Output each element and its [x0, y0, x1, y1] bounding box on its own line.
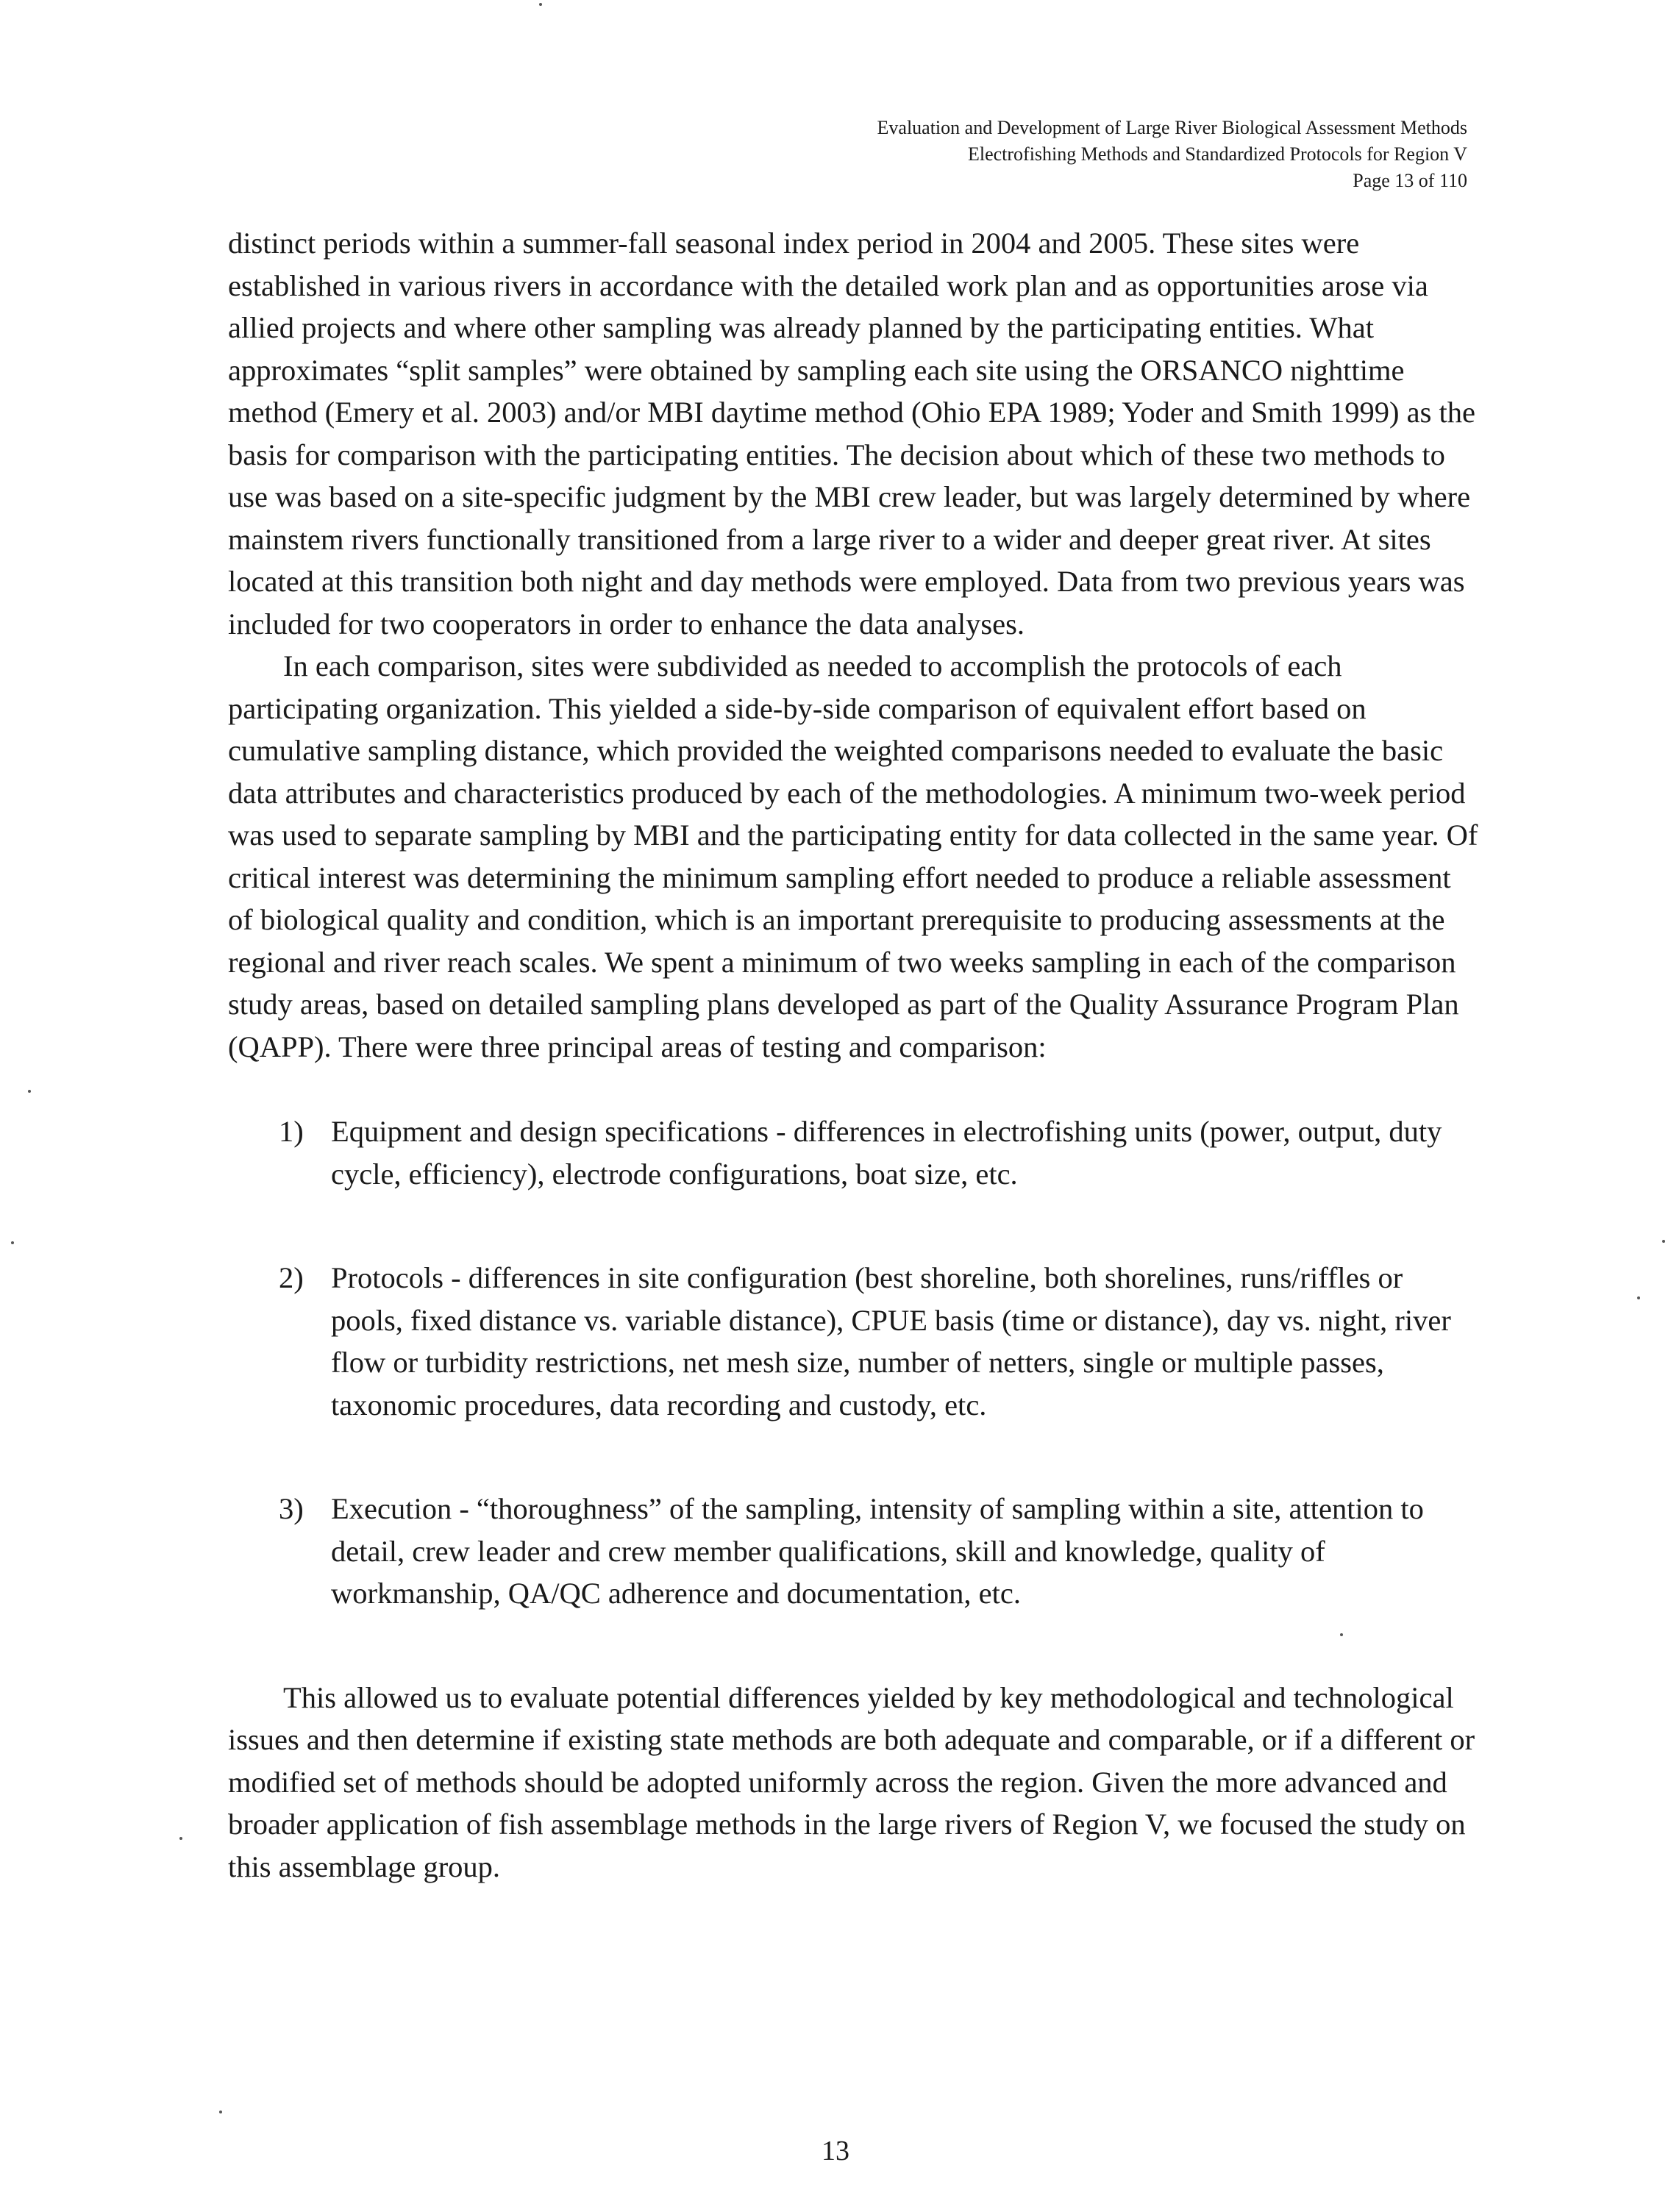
list-item-text: Protocols - differences in site configuration (best shoreline, both shorelines, runs/riffles or pools, fixed distance vs. variable distance), CPUE basis (time or distance), day vs. night, river flow or turbidity restrictions, net mesh size, number of netters, single or multiple passes, taxonomic procedures, data recording and custody, etc. [331, 1261, 1451, 1421]
page-number: 13 [822, 2136, 849, 2166]
scan-speck [219, 2111, 222, 2113]
header-page-indicator: Page 13 of 110 [1353, 170, 1467, 191]
list-item [228, 1488, 1478, 1615]
body-paragraph: distinct periods within a summer-fall seasonal index period in 2004 and 2005. These sites were established in various rivers in accordance with the detailed work plan and as opportunities arose via allied projects and where other sampling was already planned by the participating entities. What approximates “split samples” were obtained by sampling each site using the ORSANCO nighttime method (Emery et al. 2003) and/or MBI daytime method (Ohio EPA 1989; Yoder and Smith 1999) as the basis for comparison with the participating entities. The decision about which of these two methods to use was based on a site-specific judgment by the MBI crew leader, but was largely determined by where mainstem rivers functionally transitioned from a large river to a wider and deeper great river. At sites located at this transition both night and day methods were employed. Data from two previous years was included for two cooperators in order to enhance the data analyses. [228, 226, 1475, 641]
scan-speck [1662, 1240, 1665, 1243]
list-item-text: Equipment and design specifications - differences in electrofishing units (power, output, duty cycle, efficiency), electrode configurations, boat size, etc. [331, 1115, 1442, 1191]
scan-speck [1637, 1296, 1640, 1299]
scan-speck [539, 3, 542, 6]
closing-paragraph: This allowed us to evaluate potential differences yielded by key methodological and technological issues and then determine if existing state methods are both adequate and comparable, or if a different or modified set of methods should be adopted uniformly across the region. Given the more advanced and broader application of fish assemblage methods in the large rivers of Region V, we focused the study on this assemblage group. [228, 1680, 1475, 1883]
list-item-text: Execution - “thoroughness” of the sampling, intensity of sampling within a site, attention to detail, crew leader and crew member qualifications, skill and knowledge, quality of workmanship, QA/QC adherence and documentation, etc. [331, 1492, 1424, 1610]
list-item-number: 3) [279, 1492, 304, 1525]
list-item-number: 2) [279, 1261, 304, 1294]
scan-speck [179, 1837, 182, 1840]
list-item [228, 1110, 1478, 1195]
scan-speck [1340, 1633, 1343, 1636]
document-body [228, 222, 1478, 1888]
header-report-subtitle: Electrofishing Methods and Standardized Protocols for Region V [967, 143, 1467, 165]
running-header [877, 115, 1467, 194]
list-item-number: 1) [279, 1115, 304, 1148]
list-item [228, 1257, 1478, 1426]
testing-areas-list [228, 1110, 1478, 1615]
scan-speck [28, 1090, 31, 1093]
header-report-title: Evaluation and Development of Large River Biological Assessment Methods [877, 117, 1467, 138]
scan-speck [11, 1241, 14, 1244]
body-paragraph: In each comparison, sites were subdivided as needed to accomplish the protocols of each participating organization. This yielded a side-by-side comparison of equivalent effort based on cumulative sampling distance, which provided the weighted comparisons needed to evaluate the basic data attributes and characteristics produced by each of the methodologies. A minimum two-week period was used to separate sampling by MBI and the participating entity for data collected in the same year. Of critical interest was determining the minimum sampling effort needed to produce a reliable assessment of biological quality and condition, which is an important prerequisite to producing assessments at the regional and river reach scales. We spent a minimum of two weeks sampling in each of the comparison study areas, based on detailed sampling plans developed as part of the Quality Assurance Program Plan (QAPP). There were three principal areas of testing and comparison: [228, 649, 1478, 1063]
